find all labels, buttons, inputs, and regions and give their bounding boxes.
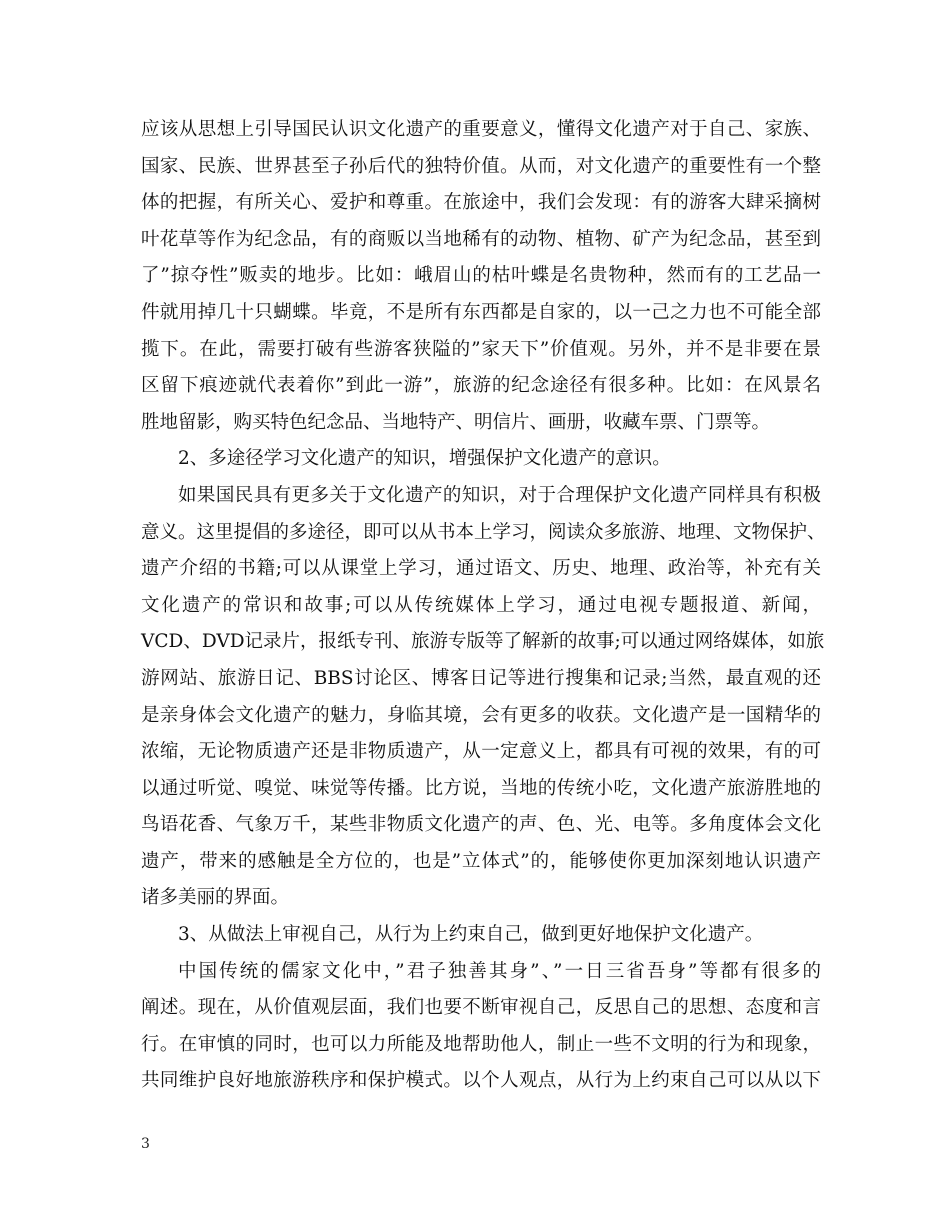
text-line: 区留下痕迹就代表着你”到此一游”，旅游的纪念途径有很多种。比如：在风景名 <box>141 375 821 397</box>
text-line: 以通过听觉、嗅觉、味觉等传播。比方说，当地的传统小吃，文化遗产旅游胜地的 <box>141 777 821 799</box>
section-heading: 3、从做法上审视自己，从行为上约束自己，做到更好地保护文化遗产。 <box>178 924 764 946</box>
text-line: 共同维护良好地旅游秩序和保护模式。以个人观点，从行为上约束自己可以从以下 <box>141 1070 821 1092</box>
text-line: 遗产，带来的感触是全方位的，也是”立体式”的，能够使你更加深刻地认识遗产 <box>141 850 821 872</box>
text-line: 应该从思想上引导国民认识文化遗产的重要意义，懂得文化遗产对于自己、家族、 <box>141 119 821 140</box>
text-line: 诸多美丽的界面。 <box>141 887 290 909</box>
text-line: 件就用掉几十只蝴蝶。毕竟，不是所有东西都是自家的，以一己之力也不可能全部 <box>141 301 821 323</box>
text-line: 文化遗产的常识和故事;可以从传统媒体上学习，通过电视专题报道、新闻， <box>141 594 821 616</box>
text-line: 如果国民具有更多关于文化遗产的知识，对于合理保护文化遗产同样具有积极 <box>178 484 821 506</box>
text-line: 是亲身体会文化遗产的魅力，身临其境，会有更多的收获。文化遗产是一国精华的 <box>141 704 821 726</box>
text-line: 鸟语花香、气象万千，某些非物质文化遗产的声、色、光、电等。多角度体会文化 <box>141 814 821 836</box>
section-heading: 2、多途径学习文化遗产的知识，增强保护文化遗产的意识。 <box>178 448 671 470</box>
text-line: 了”掠夺性”贩卖的地步。比如：峨眉山的枯叶蝶是名贵物种，然而有的工艺品一 <box>141 265 821 287</box>
text-line: 胜地留影，购买特色纪念品、当地特产、明信片、画册，收藏车票、门票等。 <box>141 411 771 433</box>
text-line: 中国传统的儒家文化中，”君子独善其身”、”一日三省吾身”等都有很多的 <box>178 960 821 982</box>
text-line: 游网站、旅游日记、BBS讨论区、博客日记等进行搜集和记录;当然，最直观的还 <box>141 667 821 689</box>
text-line: 揽下。在此，需要打破有些游客狭隘的”家天下”价值观。另外，并不是非要在景 <box>141 338 821 360</box>
text-line: 叶花草等作为纪念品，有的商贩以当地稀有的动物、植物、矿产为纪念品，甚至到 <box>141 228 821 250</box>
text-line: 国家、民族、世界甚至子孙后代的独特价值。从而，对文化遗产的重要性有一个整 <box>141 155 821 177</box>
text-line: 阐述。现在，从价值观层面，我们也要不断审视自己，反思自己的思想、态度和言 <box>141 997 821 1019</box>
text-line: 浓缩，无论物质遗产还是非物质遗产，从一定意义上，都具有可视的效果，有的可 <box>141 741 821 763</box>
text-line: 遗产介绍的书籍;可以从课堂上学习，通过语文、历史、地理、政治等，补充有关 <box>141 558 821 580</box>
page-number: 3 <box>141 1136 150 1152</box>
text-line: 体的把握，有所关心、爱护和尊重。在旅途中，我们会发现：有的游客大肆采摘树 <box>141 192 821 214</box>
text-line: 行。在审慎的同时，也可以力所能及地帮助他人，制止一些不文明的行为和现象， <box>141 1033 821 1055</box>
text-line: 意义。这里提倡的多途径，即可以从书本上学习，阅读众多旅游、地理、文物保护、 <box>141 521 826 543</box>
body-text <box>141 112 826 1100</box>
text-line: VCD、DVD记录片，报纸专刊、旅游专版等了解新的故事;可以通过网络媒体，如旅 <box>141 631 825 653</box>
